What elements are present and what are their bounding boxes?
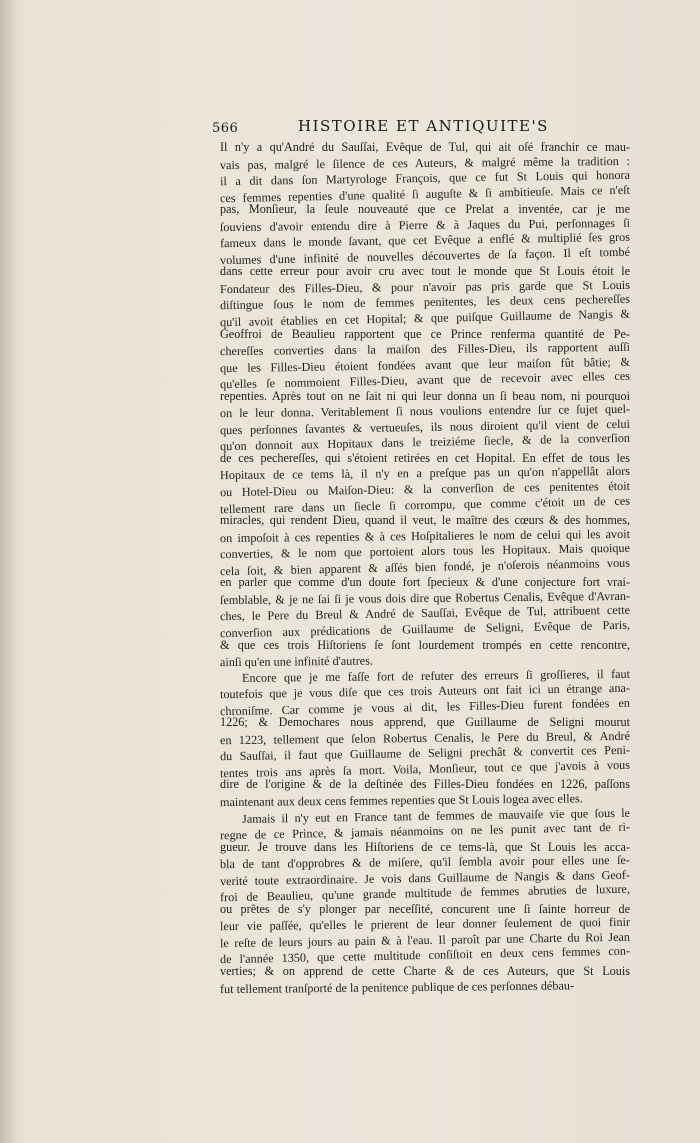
text-line: ainſi qu'en une infinité d'autres. [219, 653, 374, 670]
running-title: HISTOIRE ET ANTIQUITE'S [298, 117, 549, 135]
text-line: verité toute extraordinaire. Je vois dans Guillaume de Nangis & dans Geof- [219, 867, 631, 888]
text-line: fut tellement tranſporté de la penitence publique de ces perſonnes débau- [219, 977, 575, 996]
text-line: dire de l'origine & de la deſtinée des Filles-Dieu fondées en 1226, paſſons [220, 777, 630, 792]
text-line: il a dit dans ſon Martyrologe François, que ce fut St Louis qui honora [219, 167, 631, 189]
text-line: converſion aux prédications de Guillaume de Seligni, Evêque de Paris, [219, 617, 631, 641]
text-line: & que ces trois Hiſtoriens ſe ſont lourdement trompés en cette rencontre, [220, 637, 630, 652]
paragraph [219, 666, 631, 810]
text-line: Geoffroi de Beaulieu rapportent que ce Prince renferma quantité de Pe- [220, 326, 630, 341]
text-line: ou Hotel-Dieu ou Maiſon-Dieu: & la converſion de ces penitentes étoit [219, 478, 631, 500]
text-line: Il n'y a qu'André du Sauſſai, Evêque de Tul, qui ait oſé franchir ce mau- [220, 140, 630, 154]
text-line: converties, & le nom que portoient alors tous les Hopitaux. Mais quoique [219, 540, 631, 562]
text-line: toutefois que je vous diſe que ces trois Auteurs ont fait ici un étrange ana- [219, 680, 631, 702]
text-line: 1226; & Demochares nous apprend, que Guillaume de Seligni mourut [220, 715, 630, 730]
text-line: chereſſes converties dans la maiſon des Filles-Dieu, ils rapportent auſſi [219, 339, 631, 359]
text-line: maintenant aux deux cens femmes repenties que St Louis logea avec elles. [219, 791, 583, 810]
text-line: bla de tant d'opprobres & de miſere, qu'il ſembla avoir pour elles une ſe- [219, 853, 631, 872]
text-line: de l'année 1350, que cette multitude conſiſtoit en deux cens femmes con- [219, 944, 631, 967]
text-line: en 1223, tellement que ſelon Robertus Cenalis, le Pere du Breul, & André [219, 728, 631, 747]
text-line: on impoſoit à ces repenties & à ces Hoſpitalieres le nom de celui qui les avoit [219, 526, 631, 545]
text-line: qu'on donnoit aux Hopitaux dans le treiziéme ſiecle, & de la converſion [219, 431, 631, 454]
text-line: froi de Beaulieu, qu'une grande multitude de femmes abruties de luxure, [219, 881, 631, 905]
text-line: regne de ce Prince, & jamais néanmoins on ne les punit avec tant de ri- [219, 819, 631, 843]
text-line: ſemblable, & je ne ſai ſi je vous dois dire que Robertus Cenalis, Evêque d'Avran- [219, 588, 631, 608]
text-line: volumes d'une infinité de nouvelles découvertes de ſa façon. Il eſt tombé [219, 244, 631, 268]
text-line: en parler que comme d'un doute fort ſpecieux & d'une conjecture fort vrai- [220, 575, 630, 590]
text-line: ques perſonnes ſavantes & vertueuſes, ils nous diroient qu'il vient de celui [219, 416, 631, 438]
text-line: fameux dans le monde ſavant, que cet Evêque a enflé & multiplié ſes gros [219, 230, 631, 251]
text-line: ces femmes repenties d'une qualité ſi auguſte & ſi ambitieuſe. Mais ce n'eſt [219, 182, 631, 205]
text-line: ches, le Pere du Breul & André de Sauſſai, Evêque de Tul, attribuent cette [219, 603, 631, 624]
text-line: Jamais il n'y eut en France tant de femmes de mauvaiſe vie que ſous le [241, 805, 631, 826]
text-line: le reſte de leurs jours au pain & à l'eau. Il paroît par une Charte du Roi Jean [219, 929, 631, 951]
text-line: de ces pechereſſes, qui s'étoient retirées en cet Hopital. En effet de tous les [220, 450, 630, 465]
text-line: repenties. Après tout on ne ſait ni qui leur donna un ſi beau nom, ni pourquoi [220, 388, 630, 403]
paragraph [220, 140, 630, 669]
text-line: dans cette erreur pour avoir cru avec tout le monde que St Louis étoit le [220, 264, 630, 279]
text-line: chroniſme. Car comme je vous ai dit, les Filles-Dieu furent fondées en [219, 695, 631, 718]
text-line: Encore que je me faſſe fort de refuter des erreurs ſi groſſieres, il faut [241, 666, 631, 685]
running-head [212, 117, 642, 139]
text-line: on le leur donna. Veritablement ſi nous voulions entendre ſur ce ſujet quel- [219, 402, 631, 421]
text-line: du Sauſſai, il faut que Guillaume de Seligni prechât & convertit ces Peni- [219, 743, 631, 764]
text-line: Fondateur des Filles-Dieu, & pour n'avoir pas pris garde que St Louis [219, 277, 631, 297]
body-text [220, 140, 630, 995]
text-line: pas, Monſieur, la ſeule nouveauté que ce Prelat a inventée, car je me [220, 202, 630, 217]
text-line: ou prêtes de s'y plonger par neceſſité, concurent une ſi ſainte horreur de [220, 901, 630, 916]
text-line: Hopitaux de ce tems là, il n'y en a preſque pas un qu'on n'appellât alors [219, 464, 631, 483]
text-line: leur vie paſſée, qu'elles le prierent de leur donner ſeulement de quoi finir [219, 915, 631, 934]
text-line: gueur. Je trouve dans les Hiſtoriens de ce tems-là, que St Louis les acca- [220, 839, 630, 854]
text-line: ſouviens d'avoir entendu dire à Pierre & à Jaques du Pui, perſonnages ſi [219, 215, 631, 234]
text-line: que les Filles-Dieu étoient fondées avant que leur maiſon fût bâtie; & [219, 354, 631, 375]
text-line: qu'il avoit établies en cet Hopital; & que puiſque Guillaume de Nangis & [219, 306, 631, 330]
text-line: diſtingue ſous le nom de femmes penitentes, les deux cens pechereſſes [219, 292, 631, 313]
text-line: tellement rare dans un ſiecle ſi corrompu, que comme c'étoit un de ces [219, 493, 631, 516]
text-line: tentes trois ans après ſa mort. Voila, Monſieur, tout ce que j'avois à vous [219, 757, 631, 781]
paragraph [219, 805, 631, 996]
text-line: verties; & on apprend de cette Charte & de ces Auteurs, que St Louis [220, 963, 630, 978]
text-line: qu'elles ſe nommoient Filles-Dieu, avant que de recevoir avec elles ces [219, 368, 631, 392]
text-line: miracles, qui rendent Dieu, quand il veut, le maître des cœurs & des hommes, [220, 513, 630, 528]
page-number: 566 [212, 121, 239, 136]
text-line: vais pas, malgré le ſilence de ces Auteurs, & malgré même la tradition : [219, 153, 631, 172]
text-line: cela ſoit, & bien apparent & aſſés bien fondé, je n'oſerois néanmoins vous [219, 555, 631, 579]
